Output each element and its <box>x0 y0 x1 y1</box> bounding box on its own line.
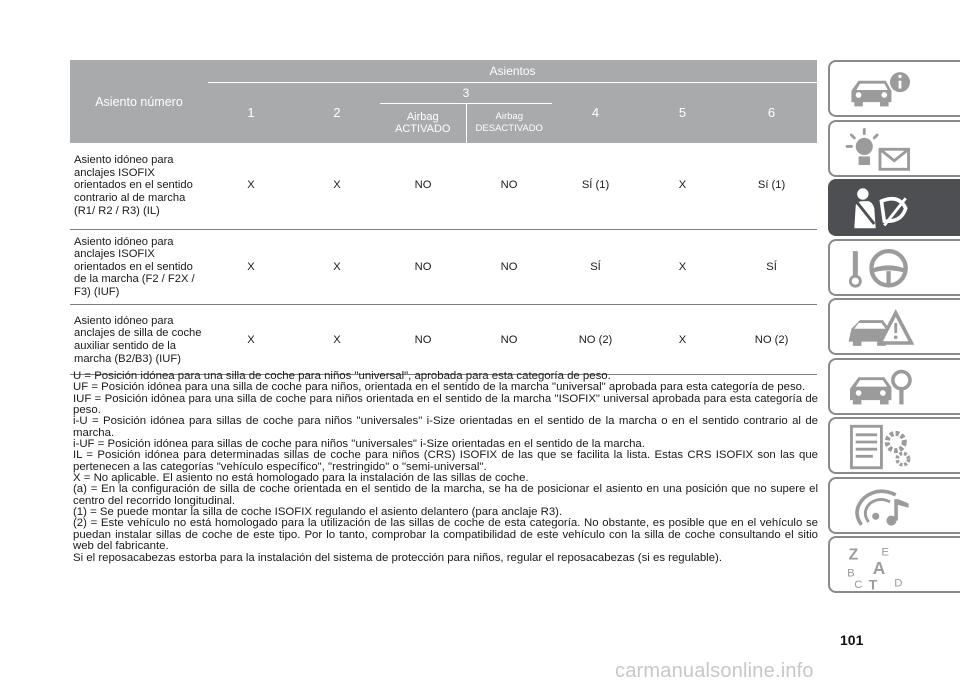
alphabetical-index-icon <box>844 541 916 591</box>
note: X = No aplicable. El asiento no está homologado para la instalación de las sillas de coche. <box>73 472 529 485</box>
note: UF = Posición idónea para una silla de coche para niños, orientada en el sentido de la marcha "universal" aprobada para esta categoría de peso. <box>73 381 806 394</box>
note: i-UF = Posición idónea para sillas de coche para niños "universales" i-Size orientadas en el sentido de la marcha. <box>73 438 645 451</box>
cell: NO <box>380 229 466 305</box>
cell: NO <box>380 305 466 375</box>
cell: X <box>208 229 294 305</box>
warning-light-message-icon <box>844 125 916 175</box>
note: U = Posición idónea para una silla de coche para niños "universal", aprobada para esta categoría de peso. <box>73 370 611 382</box>
car-info-icon <box>844 65 916 115</box>
cell: NO <box>466 229 552 305</box>
table-row <box>70 143 817 229</box>
cell: Sí (1) <box>726 143 817 229</box>
tab-multimedia[interactable] <box>828 477 960 534</box>
cell: SÍ (1) <box>552 143 639 229</box>
header-col-5: 5 <box>639 82 726 143</box>
note: Si el reposacabezas estorba para la instalación del sistema de protección para niños, regular el reposacabezas (si es regulable). <box>73 551 722 564</box>
header-col-3: 3 <box>380 82 552 103</box>
svg-text:E: E <box>881 546 890 559</box>
legend-notes <box>73 371 818 564</box>
cell: NO (2) <box>726 305 817 375</box>
svg-text:B: B <box>847 567 855 580</box>
row-label: Asiento idóneo para anclajes de silla de coche auxiliar sentido de la marcha (B2/B3) (IUF) <box>70 305 208 375</box>
cell: X <box>208 143 294 229</box>
svg-text:Z: Z <box>848 546 859 564</box>
tab-starting-driving[interactable] <box>828 239 960 296</box>
table-row <box>70 229 817 305</box>
watermark: carmanualsonline.info <box>615 660 814 682</box>
svg-text:T: T <box>868 577 878 591</box>
tab-maintenance[interactable] <box>828 358 960 415</box>
tab-emergency[interactable] <box>828 298 960 355</box>
note: IUF = Posición idónea para una silla de coche para niños orientada en el sentido de la marcha "ISOFIX" universal aprobada para esta categoría de peso. <box>73 392 818 417</box>
cell: NO <box>380 143 466 229</box>
isofix-seat-table <box>70 60 817 375</box>
row-label: Asiento idóneo para anclajes ISOFIX orientados en el sentido contrario al de marcha (R1/ R2 / R3) (IL) <box>70 143 208 229</box>
note: (a) = En la configuración de silla de coche orientada en el sentido de la marcha, se ha de posicionar el asiento en una posición que no supere el centro del recorrido longitudinal. <box>73 483 818 507</box>
cell: X <box>639 229 726 305</box>
maintenance-gears-icon <box>844 422 916 472</box>
cell: NO <box>466 305 552 375</box>
tab-index[interactable] <box>828 536 960 593</box>
table-row <box>70 305 817 375</box>
cell: X <box>294 305 380 375</box>
tab-safety[interactable] <box>828 179 960 236</box>
cell: SÍ <box>726 229 817 305</box>
svg-text:A: A <box>872 557 886 578</box>
row-label: Asiento idóneo para anclajes ISOFIX orientados en el sentido de la marcha (F2 / F2X / F3) (IUF) <box>70 229 208 305</box>
svg-text:C: C <box>854 579 863 591</box>
steering-wheel-key-icon <box>844 244 916 294</box>
cell: SÍ <box>552 229 639 305</box>
car-accident-warning-icon <box>844 303 916 353</box>
cell: X <box>294 143 380 229</box>
cell: X <box>294 229 380 305</box>
header-airbag-off: Airbag DESACTIVADO <box>466 103 552 143</box>
note: (2) = Este vehículo no está homologado para la utilización de las sillas de coche de esta categoría. No obstante, es posible que en el vehículo se puedan instalar sillas de coche de este tipo. Por lo tanto, comprobar la compatibilidad de este vehículo con la silla de coche consultando el sitio web del fabricante. <box>73 517 818 553</box>
tab-technical-data[interactable] <box>828 417 960 474</box>
multimedia-icon <box>844 482 916 532</box>
cell: NO <box>466 143 552 229</box>
cell: X <box>639 305 726 375</box>
note: (1) = Se puede montar la silla de coche ISOFIX regulando el asiento delantero (para anclaje R3). <box>73 506 563 519</box>
tab-car-info[interactable] <box>828 60 960 117</box>
page-number: 101 <box>840 632 864 648</box>
header-col-2: 2 <box>294 82 380 143</box>
tab-warning-lights[interactable] <box>828 120 960 177</box>
header-col-4: 4 <box>552 82 639 143</box>
cell: X <box>208 305 294 375</box>
header-col-6: 6 <box>726 82 817 143</box>
header-airbag-on: Airbag ACTIVADO <box>380 103 466 143</box>
seat-belt-airbag-icon <box>844 184 916 234</box>
svg-text:D: D <box>894 577 903 590</box>
header-seat-number: Asiento número <box>70 60 208 143</box>
car-service-icon <box>844 363 916 413</box>
cell: NO (2) <box>552 305 639 375</box>
header-seats: Asientos <box>208 60 817 82</box>
note: IL = Posición idónea para determinadas sillas de coche para niños (CRS) ISOFIX de las que se facilita la lista. Estas CRS ISOFIX son las que pertenecen a las categorías "vehículo específico", "restringido" o "semi-universal". <box>73 449 818 473</box>
cell: X <box>639 143 726 229</box>
header-col-1: 1 <box>208 82 294 143</box>
note: i-U = Posición idónea para sillas de coche para niños "universales" i-Size orientadas en el sentido de la marcha o en el sentido contrario al de marcha. <box>73 415 818 439</box>
